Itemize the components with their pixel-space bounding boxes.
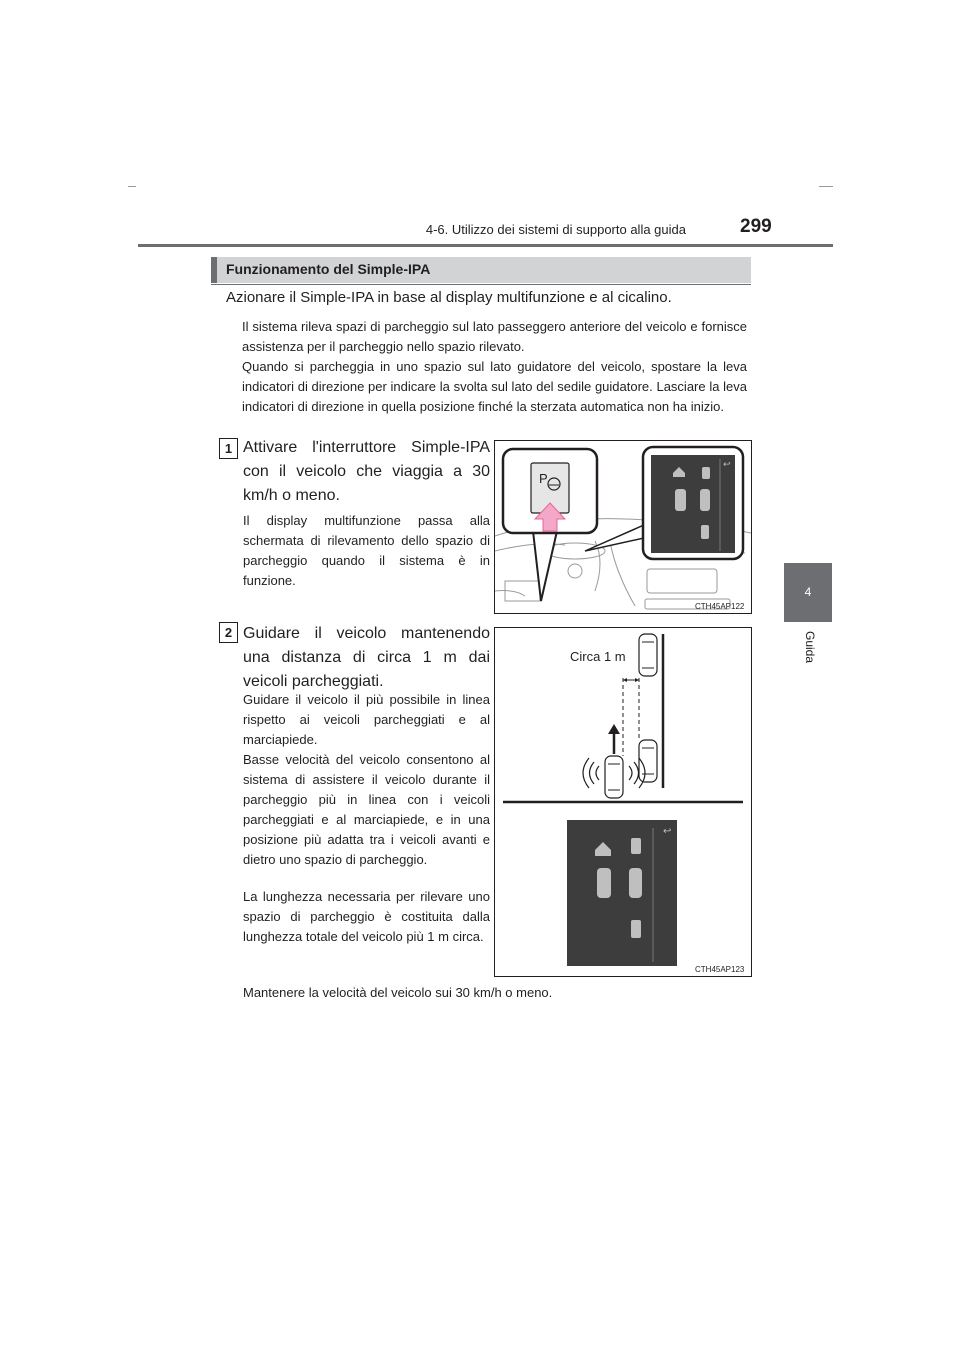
multi-display-screen	[567, 820, 677, 966]
section-heading	[211, 257, 751, 283]
return-icon: ↩	[723, 460, 731, 470]
header-rule	[138, 244, 833, 247]
page-number: 299	[740, 216, 772, 237]
running-header: 4-6. Utilizzo dei sistemi di supporto alla guida	[425, 222, 686, 237]
figure-switch-display	[494, 440, 752, 614]
figure-2-code: CTH45AP123	[695, 965, 745, 974]
distance-label: Circa 1 m	[570, 649, 626, 664]
step-1-number: 1	[219, 438, 238, 459]
display-return-icon: ↩	[663, 826, 672, 837]
note-1: Il sistema rileva spazi di parcheggio sul lato passeggero anteriore del veicolo e fornisce assistenza per il parcheggio nello spazio rilevato.	[242, 319, 747, 354]
figure-parking-distance	[494, 627, 752, 977]
step-1-title: Attivare l'interruttore Simple-IPA con il veicolo che viaggia a 30 km/h o meno.	[243, 439, 490, 504]
figure-1-code: CTH45AP122	[695, 602, 745, 611]
chapter-label-text: Guida	[803, 630, 818, 664]
step-1-body: Il display multifunzione passa alla schermata di rilevamento dello spazio di parcheggio quando il sistema è in funzione.	[243, 513, 490, 588]
moving-car	[605, 756, 623, 798]
step-2-title: Guidare il veicolo mantenendo una distanza di circa 1 m dai veicoli parcheggiati.	[243, 625, 490, 690]
figure-switch-display-art	[495, 441, 751, 613]
step-2-body-1: Guidare il veicolo il più possibile in linea rispetto ai veicoli parcheggiati e al marciapiede.	[243, 692, 490, 747]
chapter-tab: 4	[784, 563, 832, 622]
section-title: Funzionamento del Simple-IPA	[226, 261, 431, 277]
section-rule	[211, 284, 751, 285]
step-2-body-3: La lunghezza necessaria per rilevare uno spazio di parcheggio è costituita dalla lunghezza totale del veicolo più 1 m circa.	[243, 889, 490, 944]
section-lead: Azionare il Simple-IPA in base al display multifunzione e al cicalino.	[226, 289, 672, 306]
chapter-label	[782, 628, 834, 668]
parked-car-front	[639, 634, 657, 676]
step-2-number: 2	[219, 622, 238, 643]
step-2-body-2: Basse velocità del veicolo consentono al sistema di assistere il veicolo durante il parcheggio più in linea con i veicoli parcheggiati e al marciapiede, e in una posizione più adatta tra i veicoli avanti e dietro uno spazio di parcheggio.	[243, 752, 490, 867]
footer-note: Mantenere la velocità del veicolo sui 30 km/h o meno.	[243, 985, 553, 1000]
crop-mark-left	[128, 186, 136, 187]
crop-mark-right	[819, 186, 833, 187]
section-heading-bar	[211, 257, 217, 283]
figure-parking-distance-art	[495, 628, 751, 976]
switch-label: P	[539, 471, 548, 486]
note-2: Quando si parcheggia in uno spazio sul lato guidatore del veicolo, spostare la leva indicatori di direzione per indicare la svolta sul lato del sedile guidatore. Lasciare la leva indicatori di direzione in quella posizione finché la sterzata automatica non ha inizio.	[242, 359, 747, 414]
